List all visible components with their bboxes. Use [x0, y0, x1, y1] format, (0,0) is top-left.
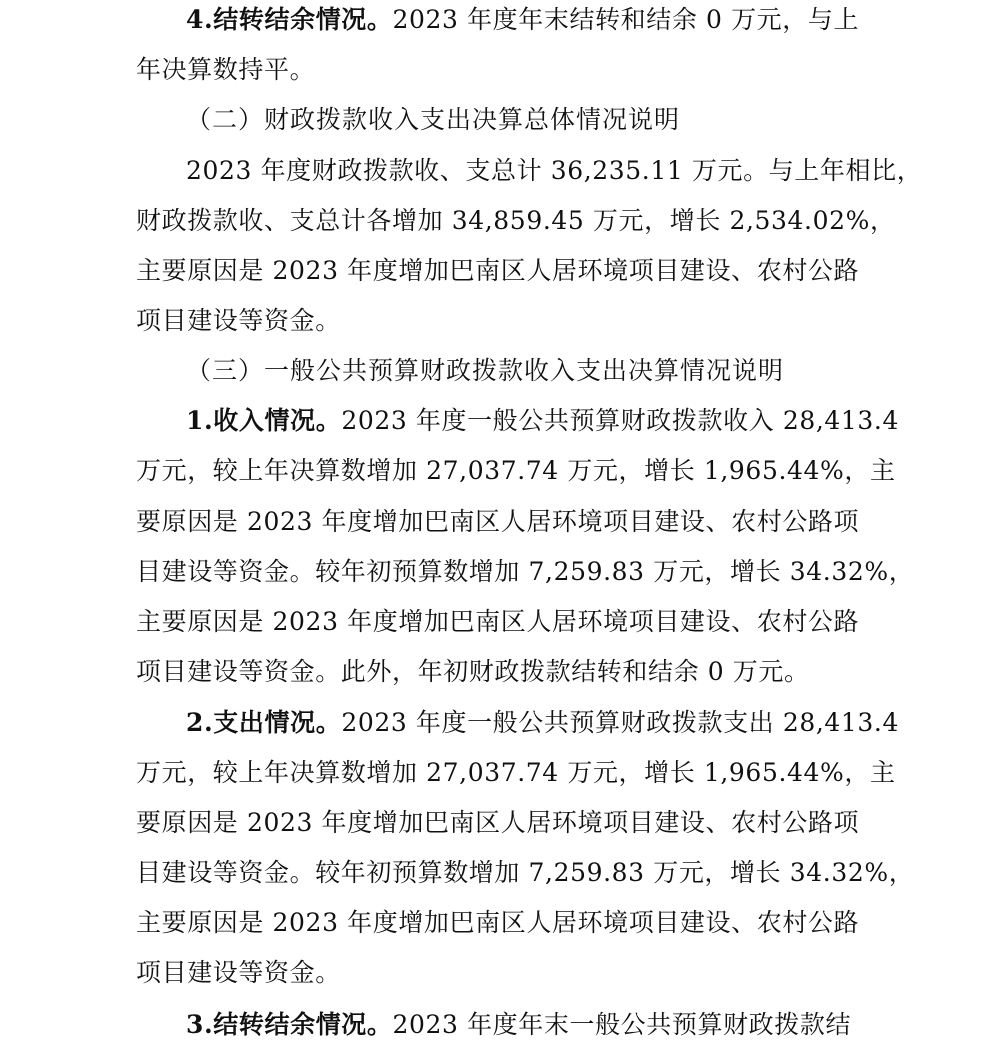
expense-lead: 2.支出情况。: [186, 708, 342, 737]
expense-paragraph-line-1: [186, 698, 899, 748]
carryover-line-1-text: 2023 年度年末一般公共预算财政拨款结: [392, 1010, 852, 1039]
income-paragraph-line-1: [186, 396, 899, 446]
expense-paragraph-line-2: 万元，较上年决算数增加 27,037.74 万元，增长 1,965.44%，主: [136, 758, 896, 787]
section-2-paragraph-line-3: 主要原因是 2023 年度增加巴南区人居环境项目建设、农村公路: [136, 256, 860, 285]
income-paragraph-line-6: 项目建设等资金。此外，年初财政拨款结转和结余 0 万元。: [136, 657, 810, 686]
income-paragraph-line-5: 主要原因是 2023 年度增加巴南区人居环境项目建设、农村公路: [136, 607, 860, 636]
expense-line-1-text: 2023 年度一般公共预算财政拨款支出 28,413.4: [341, 708, 899, 737]
income-paragraph-line-4: 目建设等资金。较年初预算数增加 7,259.83 万元，增长 34.32%，: [136, 557, 915, 586]
expense-paragraph-line-3: 要原因是 2023 年度增加巴南区人居环境项目建设、农村公路项: [136, 808, 860, 837]
section-2-paragraph-line-1: 2023 年度财政拨款收、支总计 36,235.11 万元。与上年相比，: [186, 156, 923, 185]
income-lead: 1.收入情况。: [186, 406, 342, 435]
carryover-paragraph-line-1: [186, 1000, 878, 1050]
carryover-lead: 3.结转结余情况。: [186, 1010, 393, 1039]
paragraph-carryover-prior-line-2: 年决算数持平。: [136, 55, 316, 84]
section-2-paragraph-line-2: 财政拨款收、支总计各增加 34,859.45 万元，增长 2,534.02%，: [136, 206, 896, 235]
paragraph-carryover-prior-line-1: [186, 0, 878, 45]
section-heading-3: （三）一般公共预算财政拨款收入支出决算情况说明: [186, 356, 785, 385]
expense-paragraph-line-5: 主要原因是 2023 年度增加巴南区人居环境项目建设、农村公路: [136, 908, 860, 937]
income-paragraph-line-2: 万元，较上年决算数增加 27,037.74 万元，增长 1,965.44%，主: [136, 456, 896, 485]
expense-paragraph-line-6: 项目建设等资金。: [136, 958, 341, 987]
expense-paragraph-line-4: 目建设等资金。较年初预算数增加 7,259.83 万元，增长 34.32%，: [136, 858, 915, 887]
carryover-prior-lead: 4.结转结余情况。: [186, 5, 393, 34]
income-line-1-text: 2023 年度一般公共预算财政拨款收入 28,413.4: [341, 406, 899, 435]
section-heading-2: （二）财政拨款收入支出决算总体情况说明: [186, 105, 681, 134]
income-paragraph-line-3: 要原因是 2023 年度增加巴南区人居环境项目建设、农村公路项: [136, 507, 860, 536]
carryover-prior-text: 2023 年度年末结转和结余 0 万元，与上: [392, 5, 860, 34]
section-2-paragraph-line-4: 项目建设等资金。: [136, 306, 341, 335]
